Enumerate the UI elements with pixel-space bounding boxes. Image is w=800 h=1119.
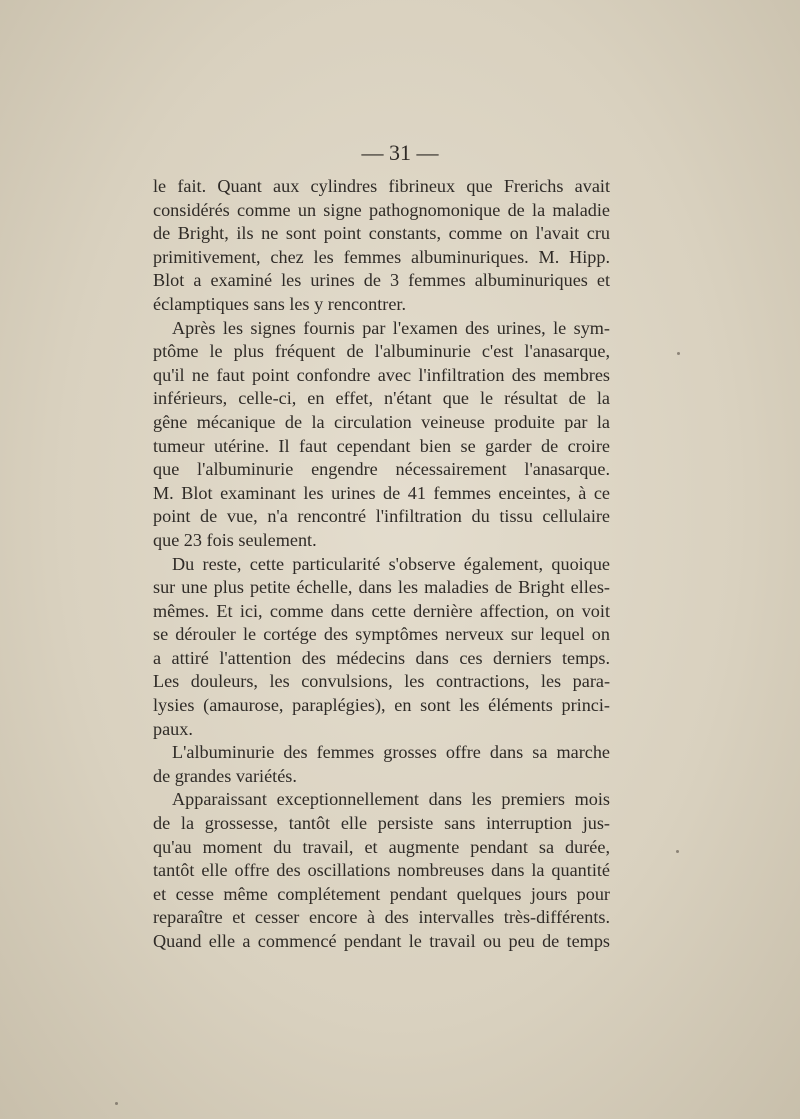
text-line: reparaître et cesser encore à des intervalles très-différents. bbox=[153, 907, 610, 928]
text-line: que l'albuminurie engendre nécessairement l'anasarque. bbox=[153, 459, 610, 480]
text-line: de la grossesse, tantôt elle persiste sans interruption jus- bbox=[153, 813, 610, 834]
text-line: Les douleurs, les convulsions, les contractions, les para- bbox=[153, 671, 610, 692]
text-line: mêmes. Et ici, comme dans cette dernière affection, on voit bbox=[153, 600, 610, 621]
text-line: a attiré l'attention des médecins dans ces derniers temps. bbox=[153, 647, 610, 668]
text-line: M. Blot examinant les urines de 41 femmes enceintes, à ce bbox=[153, 482, 610, 503]
text-line: Du reste, cette particularité s'observe également, quoique bbox=[172, 553, 610, 574]
text-line: Quand elle a commencé pendant le travail ou peu de temps bbox=[153, 931, 610, 951]
text-line: le fait. Quant aux cylindres fibrineux que Frerichs avait bbox=[153, 176, 610, 196]
text-line: éclamptiques sans les y rencontrer. bbox=[153, 293, 407, 314]
text-line: sur une plus petite échelle, dans les maladies de Bright elles- bbox=[153, 577, 610, 598]
text-line: de Bright, ils ne sont point constants, comme on l'avait cru bbox=[153, 223, 610, 244]
text-line: lysies (amaurose, paraplégies), en sont les éléments princi- bbox=[153, 695, 610, 716]
text-line: qu'au moment du travail, et augmente pendant sa durée, bbox=[153, 836, 610, 857]
text-line: tumeur utérine. Il faut cependant bien se garder de croire bbox=[153, 435, 610, 456]
text-line: tantôt elle offre des oscillations nombreuses dans la quantité bbox=[153, 860, 610, 881]
text-line: Après les signes fournis par l'examen des urines, le sym- bbox=[172, 317, 610, 338]
paper-speck bbox=[676, 850, 679, 853]
text-line: de grandes variétés. bbox=[153, 765, 297, 786]
text-line: se dérouler le cortége des symptômes nerveux sur lequel on bbox=[153, 624, 610, 645]
text-line: paux. bbox=[153, 718, 193, 739]
text-line: point de vue, n'a rencontré l'infiltration du tissu cellulaire bbox=[153, 506, 610, 527]
paper-speck bbox=[115, 1102, 118, 1105]
text-line: considérés comme un signe pathognomonique de la maladie bbox=[153, 199, 610, 220]
text-line: primitivement, chez les femmes albuminuriques. M. Hipp. bbox=[153, 246, 610, 267]
text-line: gêne mécanique de la circulation veineuse produite par la bbox=[153, 411, 610, 432]
text-line: que 23 fois seulement. bbox=[153, 529, 317, 550]
text-line: et cesse même complétement pendant quelques jours pour bbox=[153, 883, 610, 904]
text-line: qu'il ne faut point confondre avec l'infiltration des membres bbox=[153, 364, 610, 385]
text-line: Blot a examiné les urines de 3 femmes albuminuriques et bbox=[153, 270, 610, 291]
text-line: ptôme le plus fréquent de l'albuminurie c'est l'anasarque, bbox=[153, 341, 610, 362]
text-line: Apparaissant exceptionnellement dans les premiers mois bbox=[172, 789, 610, 810]
text-line: L'albuminurie des femmes grosses offre dans sa marche bbox=[172, 742, 610, 763]
page-number: — 31 — bbox=[361, 140, 439, 165]
text-line: inférieurs, celle-ci, en effet, n'étant que le résultat de la bbox=[153, 388, 610, 409]
paper-speck bbox=[677, 352, 680, 355]
body-text bbox=[153, 175, 610, 954]
